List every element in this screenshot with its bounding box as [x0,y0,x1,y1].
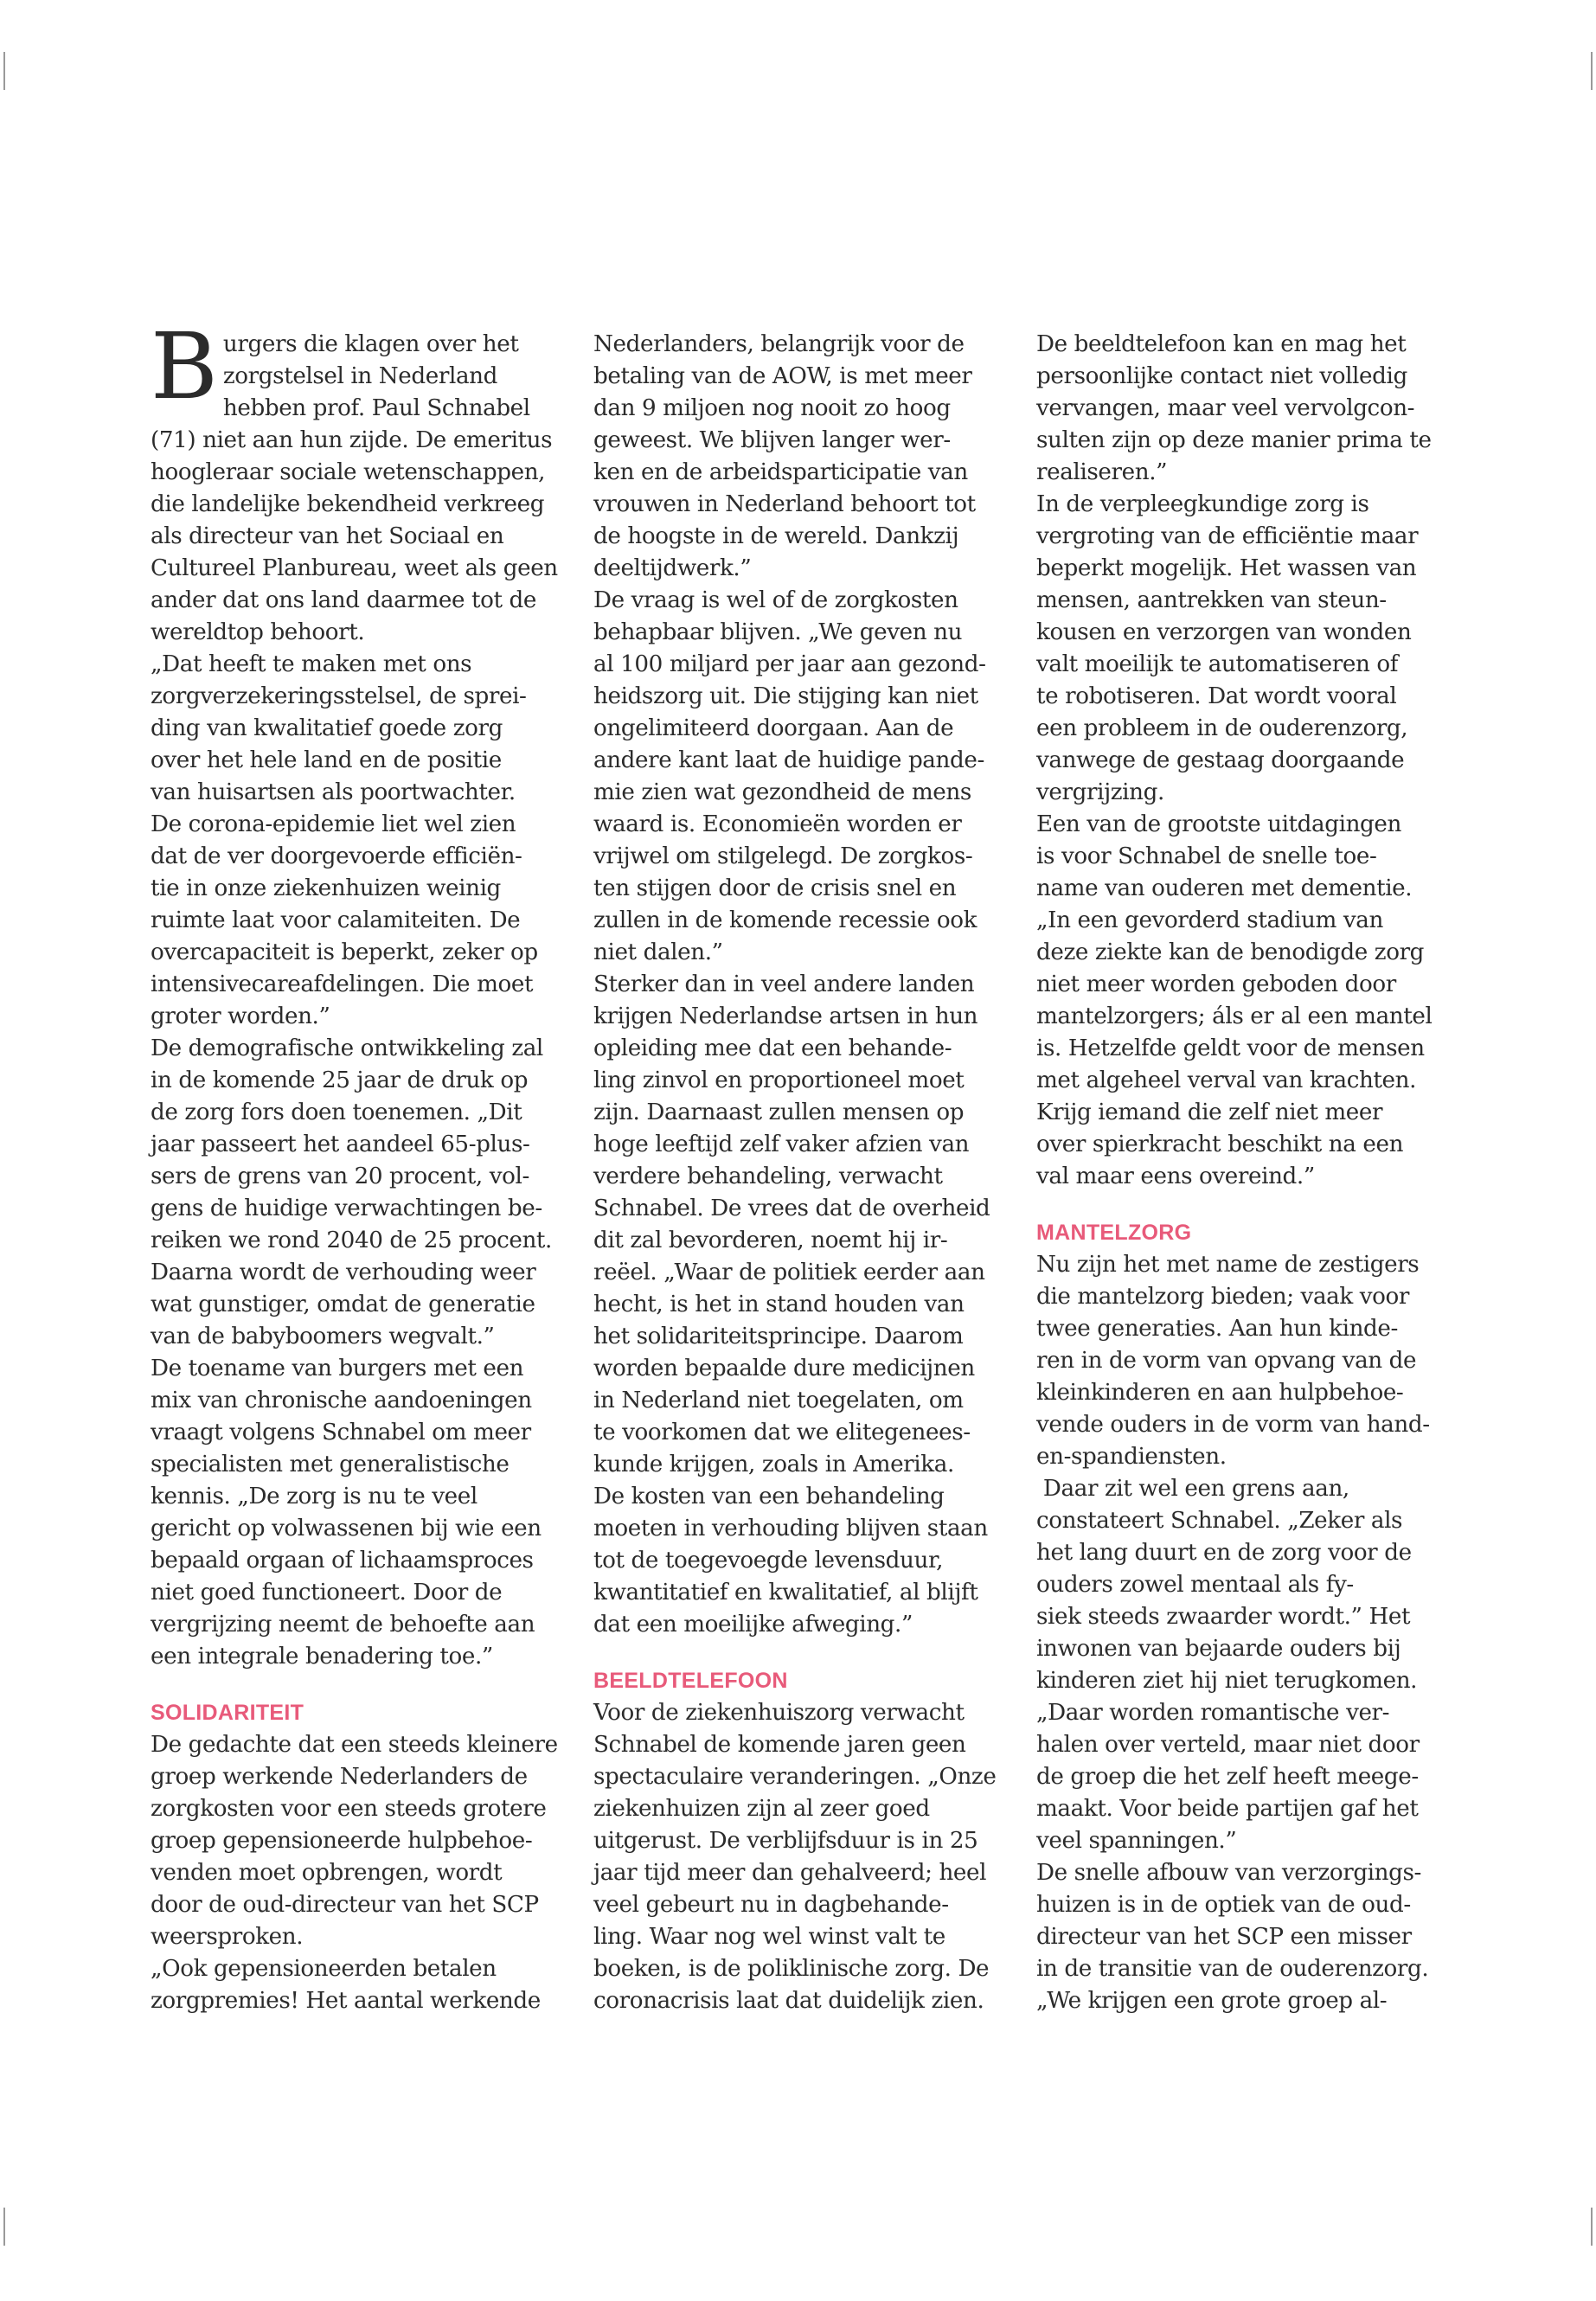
text-line: „Daar worden romantische ver- [1036,1700,1390,1726]
text-line: ten stijgen door de crisis snel en [593,875,957,901]
text-line: door de oud-directeur van het SCP [151,1892,539,1918]
text-line: mantelzorgers; áls er al een mantel [1036,1003,1433,1029]
text-line: overcapaciteit is beperkt, zeker op [151,939,538,965]
text-line: kinderen ziet hij niet terugkomen. [1036,1668,1418,1694]
text-line: sers de grens van 20 procent, vol- [151,1163,529,1189]
text-line: „In een gevorderd stadium van [1036,907,1383,933]
text-line: valt moeilijk te automatiseren of [1036,651,1399,677]
text-line: venden moet opbrengen, wordt [151,1860,503,1886]
text-line: veel gebeurt nu in dagbehande- [593,1892,949,1918]
text-line: worden bepaalde dure medicijnen [593,1356,975,1381]
text-line: val maar eens overeind.” [1036,1163,1315,1189]
crop-mark-top-right [1591,52,1593,90]
text-line: spectaculaire veranderingen. „Onze [593,1764,997,1790]
text-line: in de komende 25 jaar de druk op [151,1067,529,1093]
text-line: De kosten van een behandeling [593,1484,945,1509]
text-line: hebben prof. Paul Schnabel [222,395,530,421]
text-line: jaar passeert het aandeel 65-plus- [151,1131,530,1157]
text-line: zorgstelsel in Nederland [222,363,497,389]
text-line: kunde krijgen, zoals in Amerika. [593,1452,954,1477]
text-line: van de babyboomers wegvalt.” [151,1324,495,1349]
text-line: het lang duurt en de zorg voor de [1036,1540,1412,1566]
text-line: inwonen van bejaarde ouders bij [1036,1636,1401,1662]
text-line: kousen en verzorgen van wonden [1036,619,1412,645]
text-line: boeken, is de poliklinische zorg. De [593,1956,990,1982]
drop-cap: B [151,313,218,420]
text-line: reiken we rond 2040 de 25 procent. [151,1227,552,1253]
text-line: Schnabel. De vrees dat de overheid [593,1195,990,1221]
text-line: ruimte laat voor calamiteiten. De [151,907,521,933]
text-line: In de verpleegkundige zorg is [1036,491,1369,517]
text-line: waard is. Economieën worden er [593,811,962,837]
text-line: twee generaties. Aan hun kinde- [1036,1316,1398,1342]
text-line: is voor Schnabel de snelle toe- [1036,843,1377,869]
text-line: te robotiseren. Dat wordt vooral [1036,683,1397,709]
body-text-b [1036,1249,1452,2017]
crop-mark-top-left [3,52,5,90]
text-line: niet goed functioneert. Door de [151,1580,503,1606]
text-line: De gedachte dat een steeds kleinere [151,1732,558,1758]
text-line: coronacrisis laat dat duidelijk zien. [593,1988,984,2014]
text-line: uitgerust. De verblijfsduur is in 25 [593,1828,978,1854]
text-line: een integrale benadering toe.” [151,1644,493,1670]
text-line: persoonlijke contact niet volledig [1036,363,1407,389]
text-line: sulten zijn op deze manier prima te [1036,427,1432,453]
text-line: Schnabel de komende jaren geen [593,1732,966,1758]
text-line: halen over verteld, maar niet door [1036,1732,1420,1758]
text-line: ziekenhuizen zijn al zeer goed [593,1796,930,1822]
text-line: vergroting van de efficiëntie maar [1036,523,1419,549]
text-line: beperkt mogelijk. Het wassen van [1036,555,1417,581]
text-line: hoge leeftijd zelf vaker afzien van [593,1131,970,1157]
text-line: hecht, is het in stand houden van [593,1292,965,1317]
text-line: zijn. Daarnaast zullen mensen op [593,1099,965,1125]
text-line: als directeur van het Sociaal en [151,523,504,549]
text-line: name van ouderen met dementie. [1036,875,1413,901]
text-line: mie zien wat gezondheid de mens [593,779,971,805]
text-line: vrouwen in Nederland behoort tot [593,491,976,517]
text-line: andere kant laat de huidige pande- [593,747,984,773]
text-line: vende ouders in de vorm van hand- [1036,1412,1430,1438]
text-line: behapbaar blijven. „We geven nu [593,619,963,645]
text-line: vraagt volgens Schnabel om meer [151,1420,531,1445]
text-line: tie in onze ziekenhuizen weinig [151,875,501,901]
text-line: intensivecareafdelingen. Die moet [151,971,534,997]
body-text-b [151,1729,566,2017]
text-line: zorgkosten voor een steeds grotere [151,1796,547,1822]
text-line: dan 9 miljoen nog nooit zo hoog [593,395,951,421]
article-column-2 [593,329,1009,2017]
text-line: deze ziekte kan de benodigde zorg [1036,939,1425,965]
text-line: constateert Schnabel. „Zeker als [1036,1508,1403,1534]
text-line: De corona-epidemie liet wel zien [151,811,516,837]
text-line: huizen is in de optiek van de oud- [1036,1892,1411,1918]
text-line: ling. Waar nog wel winst valt te [593,1924,945,1950]
text-line: reëel. „Waar de politiek eerder aan [593,1259,985,1285]
text-line: Een van de grootste uitdagingen [1036,811,1401,837]
text-line: in de transitie van de ouderenzorg. [1036,1956,1429,1982]
text-line: al 100 miljard per jaar aan gezond- [593,651,986,677]
text-line: gericht op volwassenen bij wie een [151,1516,542,1541]
text-line: is. Hetzelfde geldt voor de mensen [1036,1035,1425,1061]
text-line: mix van chronische aandoeningen [151,1388,532,1413]
body-text-a [1036,329,1452,1193]
text-line: Nu zijn het met name de zestigers [1036,1252,1420,1278]
text-line: kwantitatief en kwalitatief, al blijft [593,1580,978,1606]
text-line: zullen in de komende recessie ook [593,907,977,933]
text-line: Daar zit wel een grens aan, [1036,1476,1349,1502]
text-line: zorgpremies! Het aantal werkende [151,1988,541,2014]
text-line: krijgen Nederlandse artsen in hun [593,1003,978,1029]
text-line: niet dalen.” [593,939,723,965]
text-line: Sterker dan in veel andere landen [593,971,975,997]
text-line: realiseren.” [1036,459,1168,485]
text-line: zorgverzekeringsstelsel, de sprei- [151,683,527,709]
text-line: en-spandiensten. [1036,1444,1227,1470]
text-line: opleiding mee dat een behande- [593,1035,952,1061]
text-line: de groep die het zelf heeft meege- [1036,1764,1419,1790]
article-column-1 [151,313,566,2017]
text-line: dat een moeilijke afweging.” [593,1612,913,1638]
text-line: niet meer worden geboden door [1036,971,1396,997]
article-column-3 [1036,329,1452,2017]
text-line: moeten in verhouding blijven staan [593,1516,988,1541]
text-line: Krijg iemand die zelf niet meer [1036,1099,1383,1125]
text-line: „Dat heeft te maken met ons [151,651,472,677]
text-line: jaar tijd meer dan gehalveerd; heel [593,1860,987,1886]
text-line: directeur van het SCP een misser [1036,1924,1412,1950]
text-line: ken en de arbeidsparticipatie van [593,459,968,485]
text-line: weersproken. [151,1924,304,1950]
text-line: over het hele land en de positie [151,747,502,773]
text-line: heidszorg uit. Die stijging kan niet [593,683,978,709]
text-line: specialisten met generalistische [151,1452,510,1477]
text-line: in Nederland niet toegelaten, om [593,1388,964,1413]
text-line: dat de ver doorgevoerde efficiën- [151,843,522,869]
text-line: De vraag is wel of de zorgkosten [593,587,958,613]
text-line: die mantelzorg bieden; vaak voor [1036,1284,1410,1310]
text-line: van huisartsen als poortwachter. [151,779,516,805]
text-line: ling zinvol en proportioneel moet [593,1067,965,1093]
text-line: „We krijgen een grote groep al- [1036,1988,1388,2014]
intro-paragraph [151,313,566,425]
text-line: ren in de vorm van opvang van de [1036,1348,1417,1374]
text-line: „Ook gepensioneerden betalen [151,1956,497,1982]
text-line: vervangen, maar veel vervolgcon- [1036,395,1415,421]
text-line: De demografische ontwikkeling zal [151,1035,543,1061]
text-line: De beeldtelefoon kan en mag het [1036,331,1407,357]
text-line: betaling van de AOW, is met meer [593,363,972,389]
text-line: Nederlanders, belangrijk voor de [593,331,965,357]
text-line: vergrijzing. [1036,779,1164,805]
text-line: vanwege de gestaag doorgaande [1036,747,1405,773]
text-line: Voor de ziekenhuiszorg verwacht [593,1700,965,1726]
text-line: de hoogste in de wereld. Dankzij [593,523,959,549]
text-line: dit zal bevorderen, noemt hij ir- [593,1227,948,1253]
text-line: vrijwel om stilgelegd. De zorgkos- [593,843,973,869]
text-line: verdere behandeling, verwacht [593,1163,943,1189]
text-line: Daarna wordt de verhouding weer [151,1259,536,1285]
text-line: een probleem in de ouderenzorg, [1036,715,1408,741]
text-line: ding van kwalitatief goede zorg [151,715,503,741]
text-line: tot de toegevoegde levensduur, [593,1548,944,1574]
crop-mark-bottom-left [3,2208,5,2246]
text-line: ongelimiteerd doorgaan. Aan de [593,715,954,741]
text-line: siek steeds zwaarder wordt.” Het [1036,1604,1411,1630]
text-line: veel spanningen.” [1036,1828,1237,1854]
text-line: kleinkinderen en aan hulpbehoe- [1036,1380,1404,1406]
section-heading-beeldtelefoon: BEELDTELEFOON [593,1669,788,1693]
text-line: vergrijzing neemt de behoefte aan [151,1612,535,1638]
text-line: geweest. We blijven langer wer- [593,427,951,453]
text-line: groep gepensioneerde hulpbehoe- [151,1828,533,1854]
text-line: hoogleraar sociale wetenschappen, [151,459,546,485]
text-line: de zorg fors doen toenemen. „Dit [151,1099,522,1125]
text-line: met algeheel verval van krachten. [1036,1067,1417,1093]
body-text-a [593,329,1009,1641]
text-line: wat gunstiger, omdat de generatie [151,1292,535,1317]
text-line: die landelijke bekendheid verkreeg [151,491,545,517]
text-line: (71) niet aan hun zijde. De emeritus [151,427,553,453]
text-line: Cultureel Planbureau, weet als geen [151,555,558,581]
text-line: deeltijdwerk.” [593,555,752,581]
text-line: urgers die klagen over het [222,331,519,357]
body-text-a [151,425,566,1673]
text-line: kennis. „De zorg is nu te veel [151,1484,478,1509]
text-line: het solidariteitsprincipe. Daarom [593,1324,964,1349]
body-text-b [593,1697,1009,2017]
text-line: over spierkracht beschikt na een [1036,1131,1404,1157]
text-line: te voorkomen dat we elitegenees- [593,1420,971,1445]
text-line: groter worden.” [151,1003,330,1029]
text-line: mensen, aantrekken van steun- [1036,587,1387,613]
text-line: bepaald orgaan of lichaamsproces [151,1548,534,1574]
section-heading-mantelzorg: MANTELZORG [1036,1221,1192,1245]
text-line: De snelle afbouw van verzorgings- [1036,1860,1421,1886]
text-line: ouders zowel mentaal als fy- [1036,1572,1354,1598]
text-line: maakt. Voor beide partijen gaf het [1036,1796,1419,1822]
section-heading-solidariteit: SOLIDARITEIT [151,1701,304,1725]
text-line: De toename van burgers met een [151,1356,524,1381]
text-line: groep werkende Nederlanders de [151,1764,528,1790]
crop-mark-bottom-right [1591,2208,1593,2246]
text-line: wereldtop behoort. [151,619,365,645]
text-line: gens de huidige verwachtingen be- [151,1195,542,1221]
text-line: ander dat ons land daarmee tot de [151,587,537,613]
